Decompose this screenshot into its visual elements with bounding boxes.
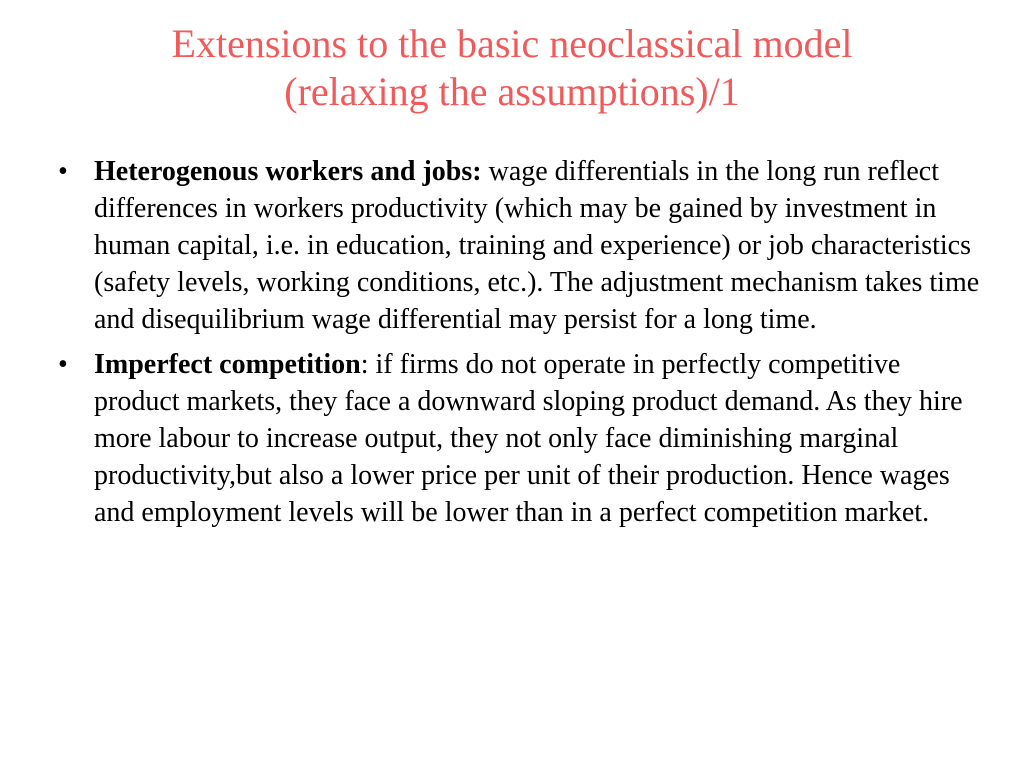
bullet-text: wage differentials in the long run reflect differences in workers productivity (which may be gained by investment in human capital, i.e. in education, training and experience) or job characteristics (safety levels, working conditions, etc.). The adjustment mechanism takes time and disequilibrium wage differential may persist for a long time. <box>94 156 980 335</box>
bullet-text: : if firms do not operate in perfectly competitive product markets, they face a downward sloping product demand. As they hire more labour to increase output, they not only face diminishing marginal productivity,but also a lower price per unit of their production. Hence wages and employment levels will be lower than in a perfect competition market. <box>94 349 963 528</box>
bullet-heading: Heterogenous workers and jobs: <box>94 156 482 187</box>
bullet-icon: • <box>58 156 68 187</box>
slide-title-line-1: Extensions to the basic neoclassical model <box>171 21 853 66</box>
bullet-heading: Imperfect competition <box>94 349 361 380</box>
slide-title <box>60 20 964 116</box>
bullet-list <box>58 153 988 539</box>
bullet-item-heterogenous-workers <box>58 153 988 338</box>
slide-title-line-2: (relaxing the assumptions)/1 <box>284 69 740 114</box>
bullet-item-imperfect-competition <box>58 346 988 531</box>
bullet-icon: • <box>58 349 68 380</box>
